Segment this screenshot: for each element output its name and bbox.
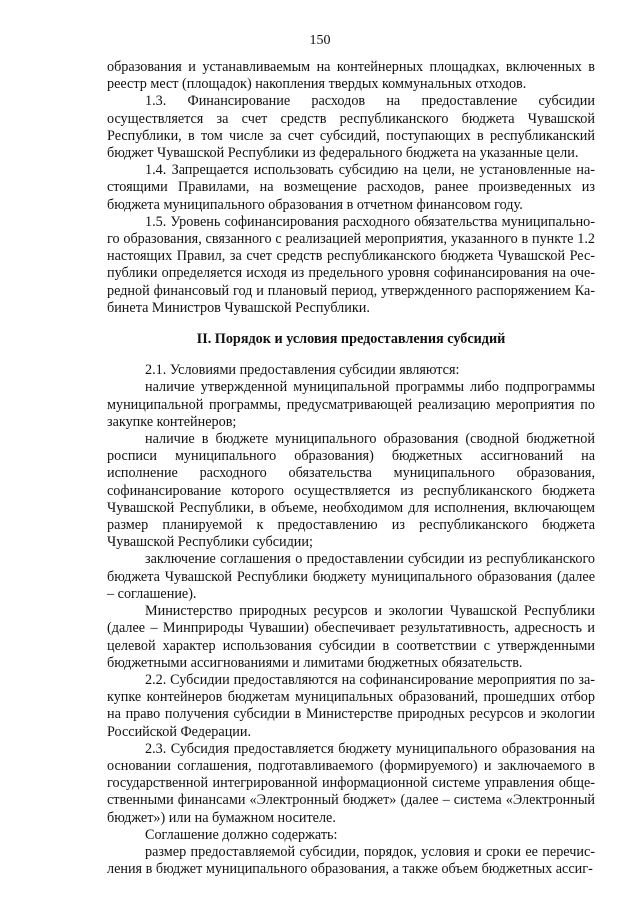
paragraph-1-5: 1.5. Уровень софинансирования расходного обязательства муниципального образования, связанного с реализацией мероприятия, указанного в пункте 1.2 настоящих Правил, за счет средств республиканского бюджета Чувашской Республики определяется исходя из предельного уровня софинансирования на очередной финансовый год и плановый период, утвержденного распоряжением Кабинета Министров Чувашской Республики. — [107, 213, 595, 316]
paragraph-subsidy-size: размер предоставляемой субсидии, порядок, условия и сроки ее перечисления в бюджет муниципального образования, а также объем бюджетных ассиг- — [107, 843, 595, 878]
paragraph-2-2: 2.2. Субсидии предоставляются на софинансирование мероприятия по закупке контейнеров бюджетам муниципальных образований, прошедших отбор на право получения субсидии в Министерстве природных ресурсов и экологии Российской Федерации. — [107, 671, 595, 740]
paragraph-continuation: образования и устанавливаемым на контейнерных площадках, включенных в реестр мест (площадок) накопления твердых коммунальных отходов. — [107, 59, 595, 93]
document-body — [107, 59, 595, 878]
paragraph-1-3: 1.3. Финансирование расходов на предоставление субсидии осуществляется за счет средств республиканского бюджета Чувашской Республики, в том числе за счет субсидий, поступающих в республиканский бюджет Чувашской Республики из федерального бюджета на указанные цели. — [107, 93, 595, 162]
paragraph-2-1: 2.1. Условиями предоставления субсидии являются: — [145, 362, 460, 379]
condition-budget-allocations: наличие в бюджете муниципального образования (сводной бюджетной росписи муниципального образования) бюджетных ассигнований на исполнение расходного обязательства муниципального образования, софинансирование которого осуществляется из республиканского бюджета Чувашской Республики, в объеме, необходимом для исполнения, включающем размер планируемой к предоставлению из республиканского бюджета Чувашской Республики субсидии; — [107, 431, 595, 551]
page-number: 150 — [309, 33, 331, 48]
paragraph-2-3: 2.3. Субсидия предоставляется бюджету муниципального образования на основании соглашения, подготавливаемого (формируемого) и заключаемого в государственной интегрированной информационной системе управления общественными финансами «Электронный бюджет» (далее – система «Электронный бюджет») или на бумажном носителе. — [107, 740, 595, 826]
paragraph-agreement-contents: Соглашение должно содержать: — [145, 826, 338, 843]
paragraph-ministry: Министерство природных ресурсов и экологии Чувашской Республики (далее – Минприроды Чувашии) обеспечивает результативность, адресность и целевой характер использования субсидии в соответствии с утвержденными бюджетными ассигнованиями и лимитами бюджетных обязательств. — [107, 603, 595, 671]
section-heading: II. Порядок и условия предоставления субсидий — [196, 331, 506, 348]
condition-agreement: заключение соглашения о предоставлении субсидии из республиканского бюджета Чувашской Республики бюджету муниципального образования (далее – соглашение). — [107, 551, 595, 602]
condition-municipal-program: наличие утвержденной муниципальной программы либо подпрограммы муниципальной программы, предусматривающей реализацию мероприятия по закупке контейнеров; — [107, 379, 595, 430]
paragraph-1-4: 1.4. Запрещается использовать субсидию на цели, не установленные настоящими Правилами, на возмещение расходов, ранее произведенных из бюджета муниципального образования в отчетном финансовом году. — [107, 162, 595, 213]
